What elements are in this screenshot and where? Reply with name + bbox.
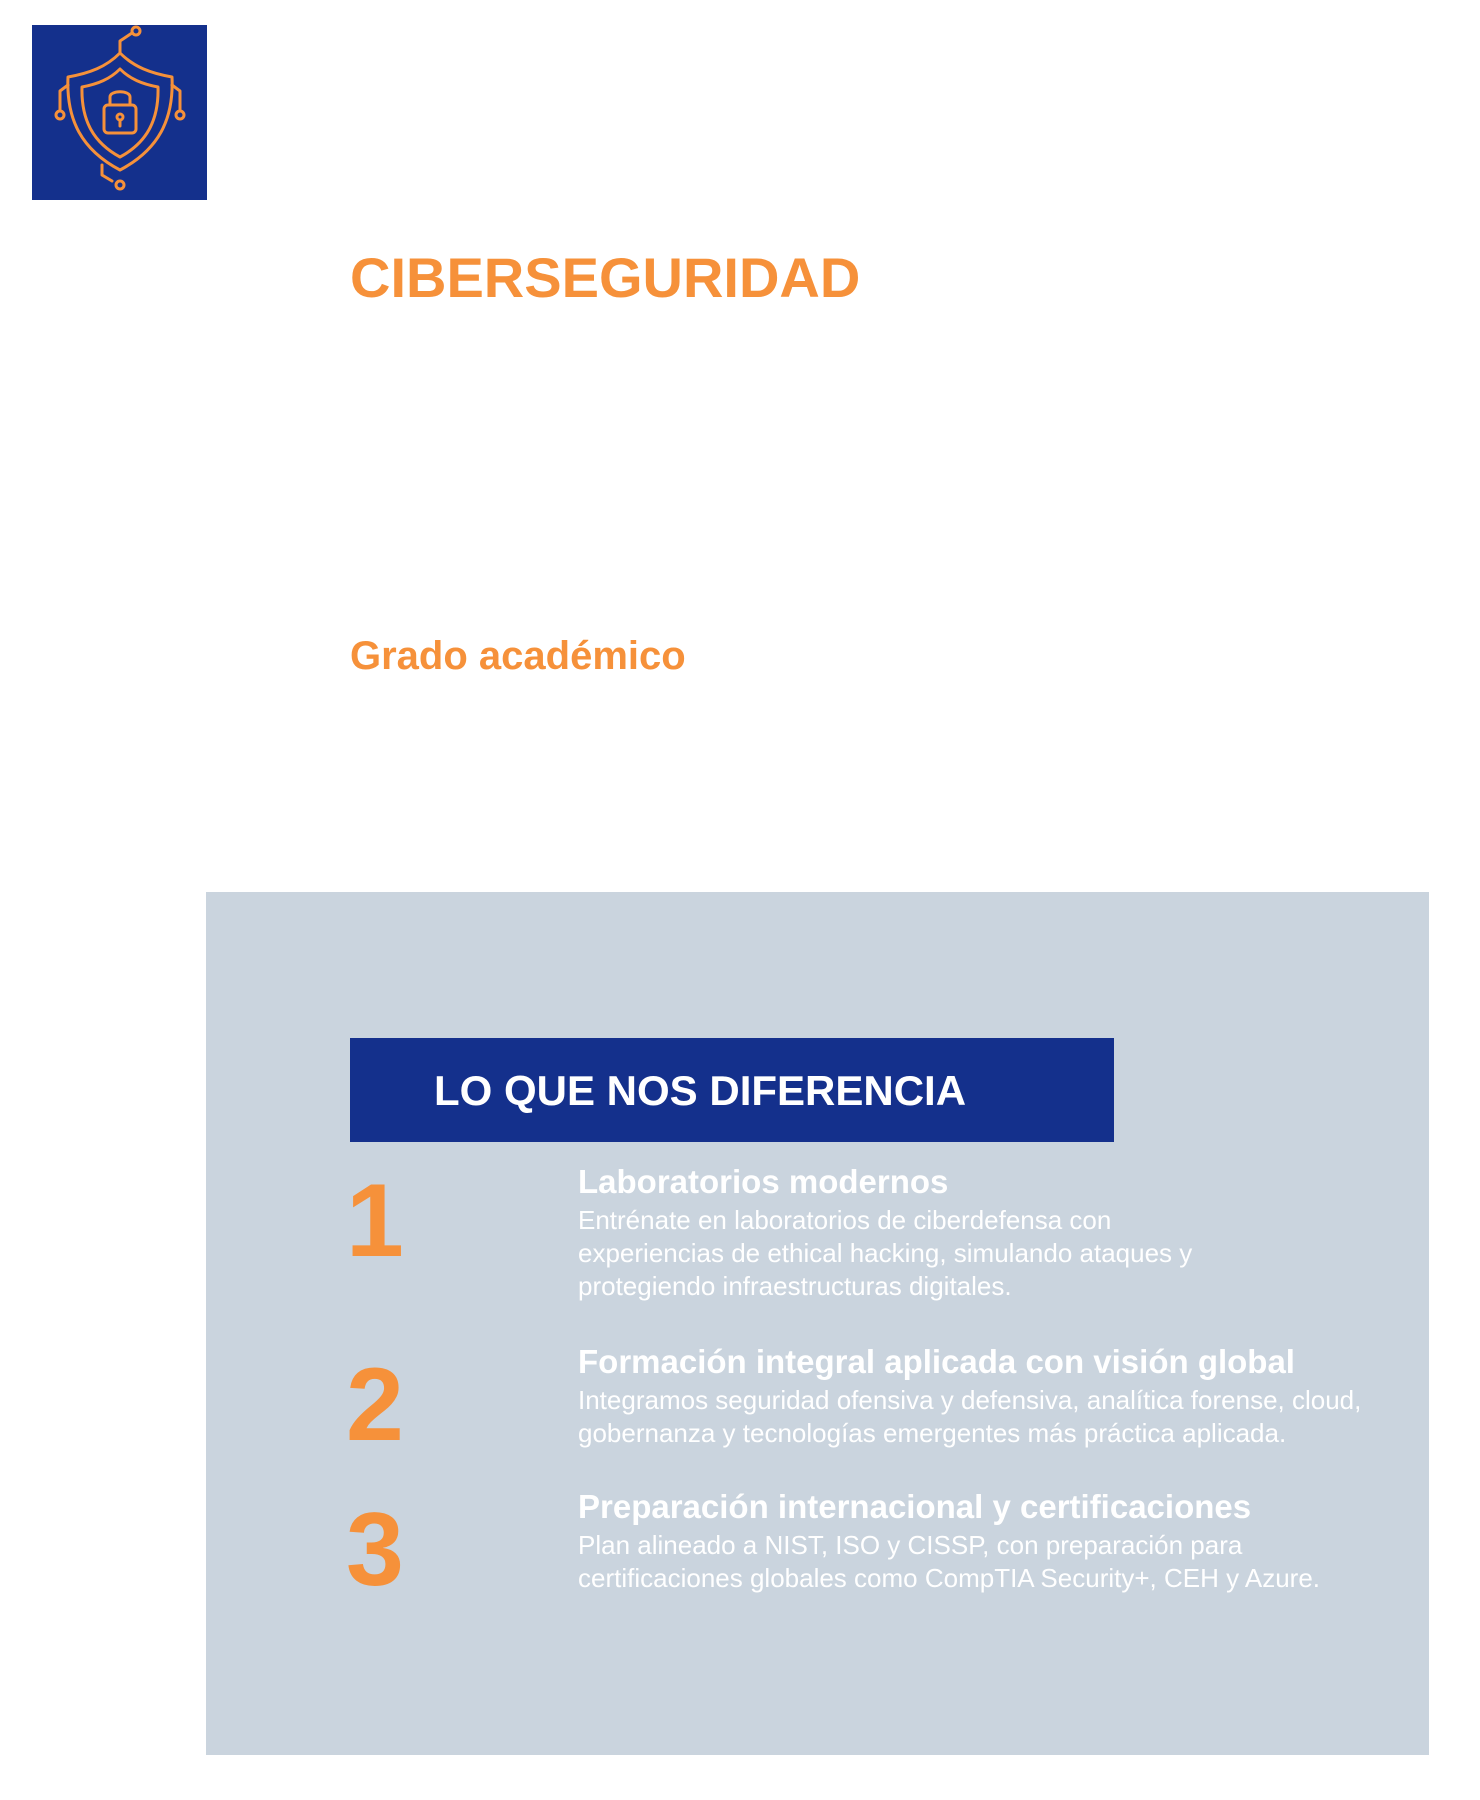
feature-number: 1	[346, 1163, 404, 1279]
feature-item-3	[346, 1487, 1406, 1607]
feature-item-2	[346, 1342, 1406, 1462]
feature-number: 2	[346, 1347, 404, 1463]
feature-description	[578, 1384, 1361, 1450]
feature-description-line: Entrénate en laboratorios de ciberdefensa con	[578, 1205, 1112, 1235]
shield-lock-icon	[32, 25, 207, 200]
feature-description-line: gobernanza y tecnologías emergentes más práctica aplicada.	[578, 1418, 1287, 1448]
logo-tile	[32, 25, 207, 200]
feature-number: 3	[346, 1492, 404, 1608]
feature-description	[578, 1529, 1320, 1595]
feature-item-1	[346, 1162, 1406, 1312]
feature-description-line: Plan alineado a NIST, ISO y CISSP, con preparación para	[578, 1530, 1243, 1560]
feature-title: Preparación internacional y certificaciones	[578, 1488, 1252, 1525]
academic-degree-subtitle: Grado académico	[350, 634, 686, 678]
feature-title: Formación integral aplicada con visión global	[578, 1343, 1295, 1380]
page-title: CIBERSEGURIDAD	[350, 246, 861, 309]
differences-heading: LO QUE NOS DIFERENCIA	[434, 1067, 967, 1114]
differences-panel	[206, 892, 1429, 1755]
feature-description-line: Integramos seguridad ofensiva y defensiva, analítica forense, cloud,	[578, 1385, 1362, 1415]
feature-description-line: protegiendo infraestructuras digitales.	[578, 1271, 1012, 1301]
feature-description-line: certificaciones globales como CompTIA Security+, CEH y Azure.	[578, 1563, 1321, 1593]
feature-description	[578, 1204, 1192, 1303]
feature-description-line: experiencias de ethical hacking, simulando ataques y	[578, 1238, 1193, 1268]
differences-header	[350, 1038, 1114, 1142]
feature-title: Laboratorios modernos	[578, 1163, 949, 1200]
